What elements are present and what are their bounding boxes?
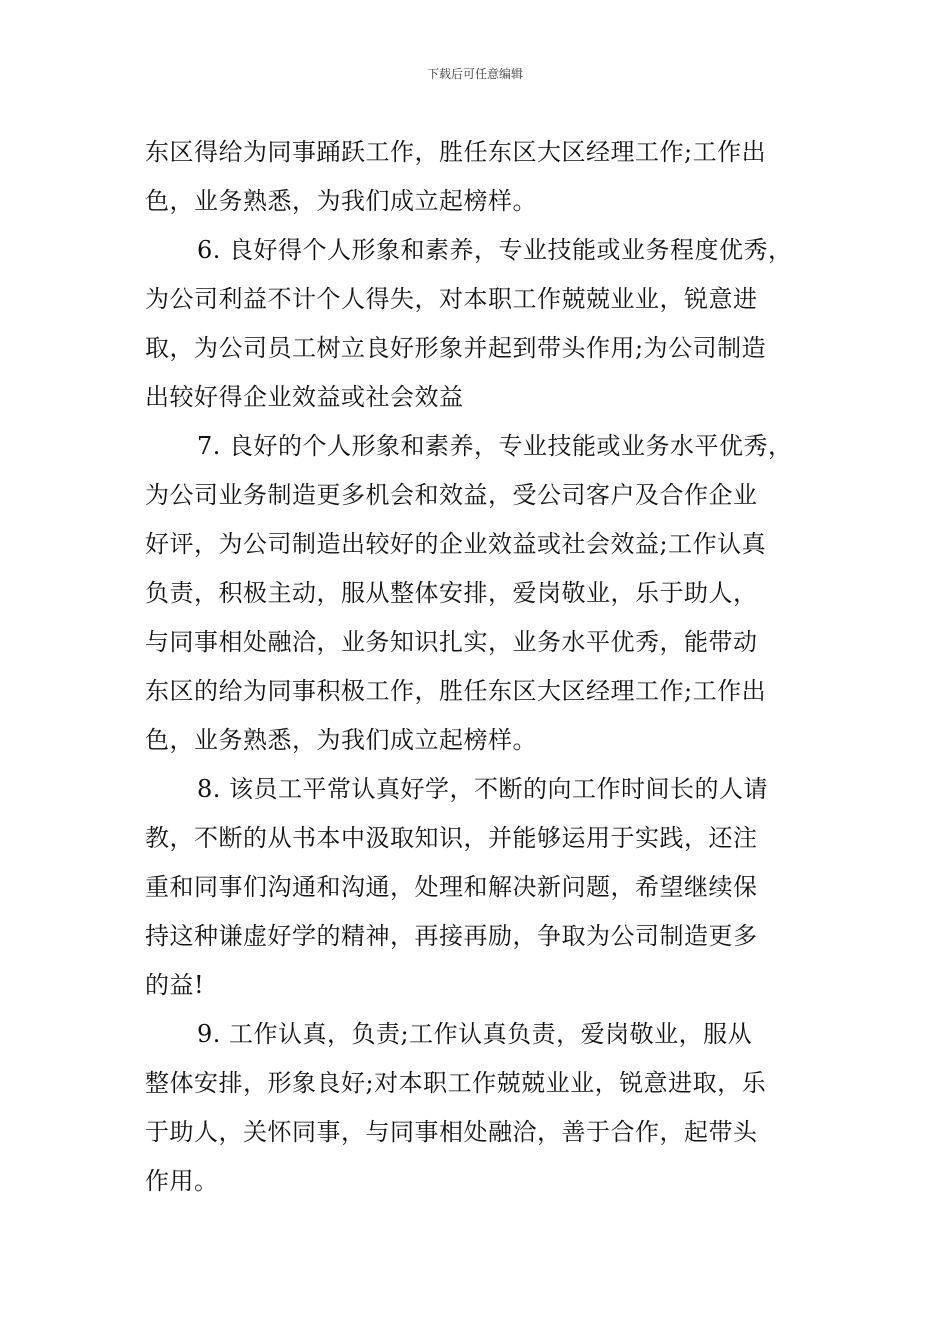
text-line: 重和同事们沟通和沟通，处理和解决新问题，希望继续保 bbox=[145, 873, 758, 901]
text-line: 6. 良好得个人形象和素养，专业技能或业务程度优秀， bbox=[197, 236, 793, 264]
text-line: 出较好得企业效益或社会效益 bbox=[145, 383, 464, 411]
text-line: 好评，为公司制造出较好的企业效益或社会效益;工作认真 bbox=[145, 530, 767, 558]
text-line: 东区得给为同事踊跃工作，胜任东区大区经理工作;工作出 bbox=[145, 138, 767, 166]
text-line: 8. 该员工平常认真好学，不断的向工作时间长的人请 bbox=[197, 775, 769, 803]
text-line: 作用。 bbox=[145, 1167, 219, 1195]
text-line: 为公司利益不计个人得失，对本职工作兢兢业业，锐意进 bbox=[145, 285, 758, 313]
paragraph-item-9 bbox=[145, 1010, 810, 1206]
paragraph-continuation bbox=[145, 128, 810, 226]
text-line: 色，业务熟悉，为我们成立起榜样。 bbox=[145, 726, 537, 754]
text-line: 教，不断的从书本中汲取知识，并能够运用于实践，还注 bbox=[145, 824, 758, 852]
text-line: 持这种谦虚好学的精神，再接再励，争取为公司制造更多 bbox=[145, 922, 758, 950]
text-line: 与同事相处融洽，业务知识扎实，业务水平优秀，能带动 bbox=[145, 628, 758, 656]
text-line: 整体安排，形象良好;对本职工作兢兢业业，锐意进取，乐 bbox=[145, 1069, 767, 1097]
text-line: 于助人，关怀同事，与同事相处融洽，善于合作，起带头 bbox=[145, 1118, 758, 1146]
paragraph-item-7 bbox=[145, 422, 810, 765]
text-line: 东区的给为同事积极工作，胜任东区大区经理工作;工作出 bbox=[145, 677, 767, 705]
text-line: 的益! bbox=[145, 971, 205, 999]
text-line: 色，业务熟悉，为我们成立起榜样。 bbox=[145, 187, 537, 215]
text-line: 为公司业务制造更多机会和效益，受公司客户及合作企业 bbox=[145, 481, 758, 509]
paragraph-item-6 bbox=[145, 226, 810, 422]
text-line: 取，为公司员工树立良好形象并起到带头作用;为公司制造 bbox=[145, 334, 767, 362]
text-line: 9. 工作认真，负责;工作认真负责，爱岗敬业，服从 bbox=[197, 1020, 753, 1048]
paragraph-item-8 bbox=[145, 765, 810, 1010]
page-header-note: 下载后可任意编辑 bbox=[426, 67, 523, 81]
text-line: 负责，积极主动，服从整体安排，爱岗敬业，乐于助人， bbox=[145, 579, 758, 607]
text-line: 7. 良好的个人形象和素养，专业技能或业务水平优秀， bbox=[197, 432, 793, 460]
document-body bbox=[145, 128, 810, 1206]
